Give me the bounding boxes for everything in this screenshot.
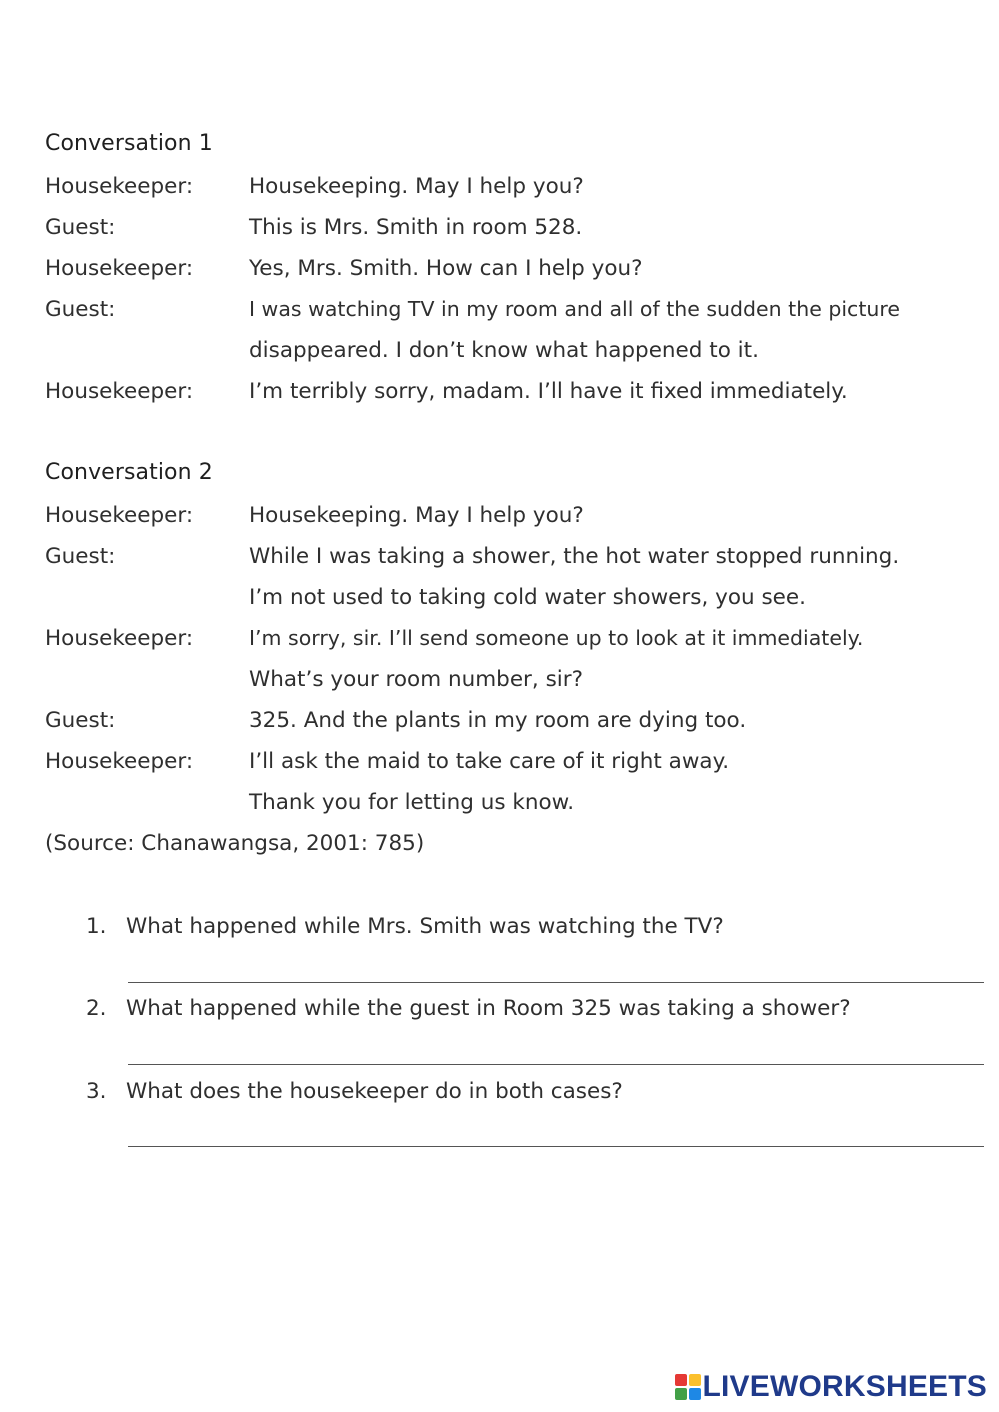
utterance-text: I’ll ask the maid to take care of it right away. <box>249 749 730 774</box>
liveworksheets-logo-icon <box>675 1374 701 1400</box>
dialogue-line <box>45 495 985 536</box>
utterance-text: Housekeeping. May I help you? <box>249 503 584 528</box>
dialogue-line <box>45 700 985 741</box>
question-1 <box>86 906 724 947</box>
question-2 <box>86 988 851 1029</box>
answer-input-3[interactable] <box>128 1124 984 1147</box>
dialogue-line <box>45 289 985 330</box>
question-text: What happened while Mrs. Smith was watching the TV? <box>126 914 724 939</box>
speaker-label: Guest: <box>45 215 116 240</box>
speaker-label: Housekeeper: <box>45 626 194 651</box>
question-3 <box>86 1071 623 1112</box>
conversation-1-title: Conversation 1 <box>45 131 213 156</box>
dialogue-line <box>45 577 985 618</box>
liveworksheets-brand <box>675 1369 988 1405</box>
source-citation: (Source: Chanawangsa, 2001: 785) <box>45 831 425 856</box>
dialogue-line <box>45 659 985 700</box>
brand-name: LIVEWORKSHEETS <box>702 1370 987 1403</box>
speaker-label: Housekeeper: <box>45 256 194 281</box>
logo-square-red <box>675 1374 687 1386</box>
utterance-text: Yes, Mrs. Smith. How can I help you? <box>249 256 643 281</box>
answer-input-2[interactable] <box>128 1042 984 1065</box>
question-number: 3. <box>86 1079 107 1104</box>
utterance-text: Thank you for letting us know. <box>249 790 575 815</box>
speaker-label: Housekeeper: <box>45 503 194 528</box>
dialogue-line <box>45 371 985 412</box>
utterance-text: While I was taking a shower, the hot water stopped running. <box>249 544 900 569</box>
utterance-text: 325. And the plants in my room are dying too. <box>249 708 747 733</box>
conversation-2-title: Conversation 2 <box>45 460 213 485</box>
utterance-text: I was watching TV in my room and all of the sudden the picture <box>249 297 900 321</box>
speaker-label: Guest: <box>45 544 116 569</box>
dialogue-line <box>45 330 985 371</box>
speaker-label: Housekeeper: <box>45 379 194 404</box>
dialogue-line <box>45 166 985 207</box>
question-number: 1. <box>86 914 107 939</box>
utterance-text: Housekeeping. May I help you? <box>249 174 584 199</box>
logo-square-blue <box>689 1388 701 1400</box>
utterance-text: This is Mrs. Smith in room 528. <box>249 215 583 240</box>
dialogue-line <box>45 248 985 289</box>
utterance-text: I’m terribly sorry, madam. I’ll have it fixed immediately. <box>249 379 848 404</box>
question-number: 2. <box>86 996 107 1021</box>
dialogue-line <box>45 782 985 823</box>
question-text: What happened while the guest in Room 325 was taking a shower? <box>126 996 851 1021</box>
utterance-text: disappeared. I don’t know what happened to it. <box>249 338 759 363</box>
speaker-label: Housekeeper: <box>45 174 194 199</box>
dialogue-line <box>45 536 985 577</box>
question-text: What does the housekeeper do in both cases? <box>126 1079 623 1104</box>
speaker-label: Guest: <box>45 297 116 322</box>
dialogue-line <box>45 618 985 659</box>
dialogue-line <box>45 741 985 782</box>
utterance-text: I’m not used to taking cold water showers, you see. <box>249 585 806 610</box>
utterance-text: What’s your room number, sir? <box>249 667 583 692</box>
utterance-text: I’m sorry, sir. I’ll send someone up to look at it immediately. <box>249 626 864 650</box>
speaker-label: Housekeeper: <box>45 749 194 774</box>
dialogue-line <box>45 207 985 248</box>
answer-input-1[interactable] <box>128 960 984 983</box>
speaker-label: Guest: <box>45 708 116 733</box>
logo-square-yellow <box>689 1374 701 1386</box>
logo-square-green <box>675 1388 687 1400</box>
